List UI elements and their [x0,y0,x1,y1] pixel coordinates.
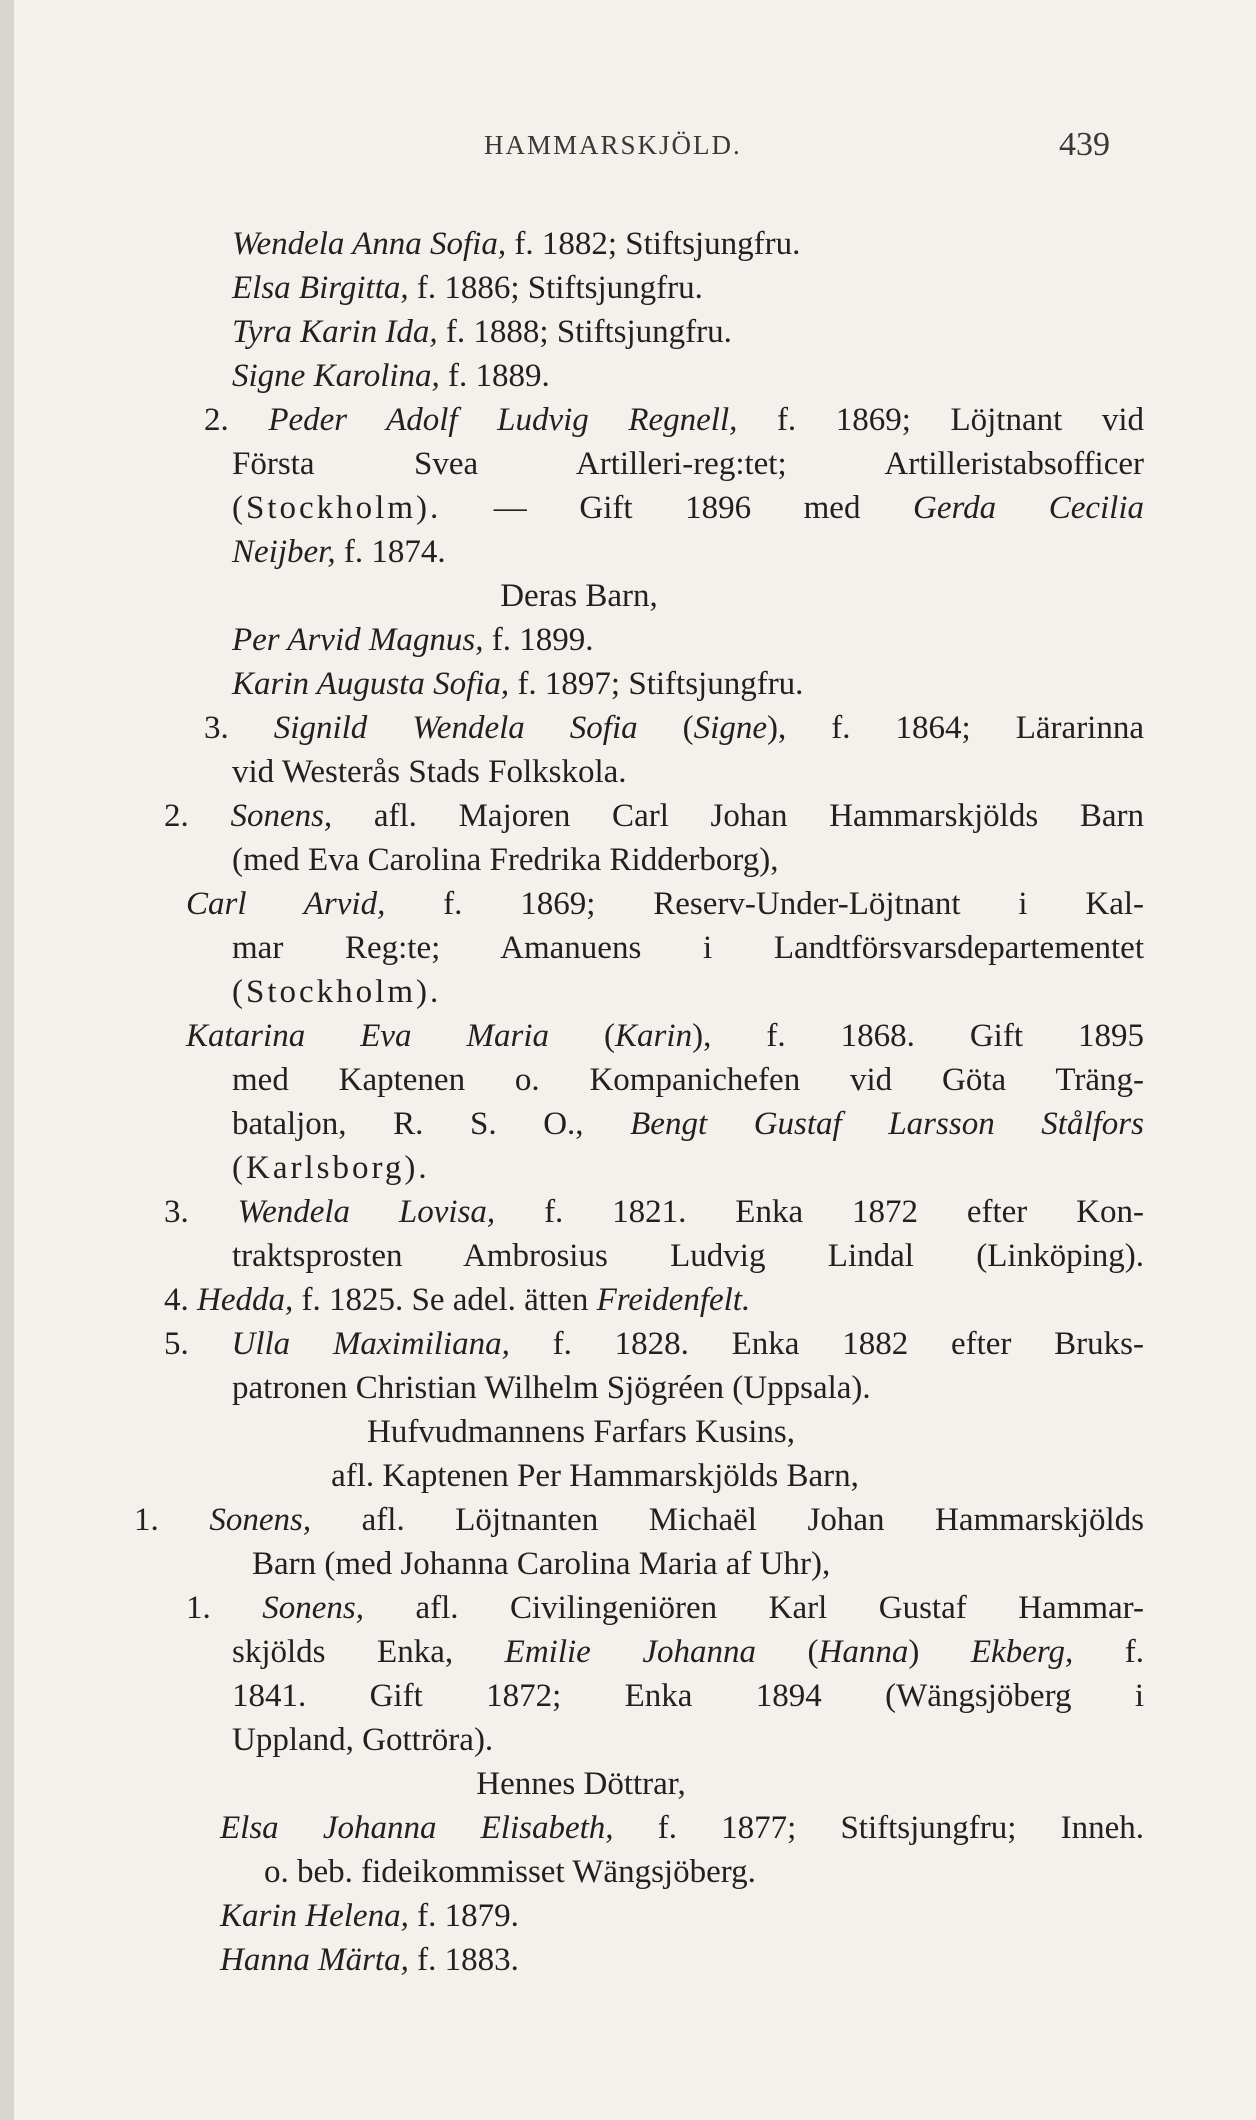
text-segment: 2. [204,402,269,438]
text-line [186,1014,1144,1058]
text-line [232,750,1032,794]
text-line [164,1322,1144,1366]
text-segment: f. [1073,1634,1144,1670]
italic-name-segment: Katarina Eva Maria [186,1018,550,1054]
text-line [232,1146,1032,1190]
text-segment: 1. [186,1590,263,1626]
text-segment: (med Eva Carolina Fredrika Ridderborg), [232,842,779,878]
book-page [14,0,1256,2120]
italic-name-segment: Peder Adolf Ludvig Regnell, [268,402,738,438]
italic-name-segment: Emilie Johanna [504,1634,756,1670]
text-segment: 1841. Gift 1872; Enka 1894 (Wängsjöberg i [232,1678,1144,1714]
text-segment: (Karlsborg). [232,1150,430,1186]
text-line [220,1894,1020,1938]
italic-name-segment: Tyra Karin Ida, [232,314,438,350]
text-line [232,530,1032,574]
page-number: 439 [1059,126,1110,163]
italic-name-segment: Per Arvid Magnus, [232,622,484,658]
text-segment: traktsprosten Ambrosius Ludvig Lindal (Linköping). [232,1238,1144,1274]
running-title: HAMMARSKJÖLD. [484,130,742,160]
text-segment: — Gift 1896 med [441,490,914,526]
text-line [204,706,1144,750]
text-line [232,618,1032,662]
text-segment: f. 1897; Stiftsjungfru. [509,666,804,702]
text-segment: mar Reg:te; Amanuens i Landtförsvarsdepartementet [232,930,1144,966]
text-line [252,1542,1052,1586]
text-segment: ( [637,710,694,746]
text-segment: 3. [204,710,274,746]
italic-name-segment: Signe [693,710,767,746]
italic-name-segment: Karin [615,1018,693,1054]
italic-name-segment: Elsa Johanna Elisabeth, [220,1810,614,1846]
text-segment: f. 1888; Stiftsjungfru. [437,314,732,350]
italic-name-segment: Sonens, [209,1502,312,1538]
text-segment: Första Svea Artilleri-reg:tet; Artilleristabsofficer [232,446,1144,482]
italic-name-segment: Sonens, [262,1590,364,1626]
italic-name-segment: Hanna Märta, [220,1942,409,1978]
text-segment: Deras Barn, [500,578,658,614]
text-line [264,1850,1064,1894]
text-segment: afl. Löjtnanten Michaël Johan Hammarskjölds [311,1502,1144,1538]
text-segment: Hufvudmannens Farfars Kusins, [366,1414,796,1450]
italic-name-segment: Signild Wendela Sofia [273,710,638,746]
text-line [232,442,1144,486]
italic-name-segment: Ulla Maximiliana, [231,1326,510,1362]
text-segment: med Kaptenen o. Kompanichefen vid Göta Träng- [232,1062,1144,1098]
italic-name-segment: Hedda, [197,1282,294,1318]
text-line [232,838,1032,882]
text-line [232,574,926,618]
text-segment: 3. [164,1194,238,1230]
text-segment: patronen Christian Wilhelm Sjögréen (Uppsala). [232,1370,871,1406]
text-line [232,1762,930,1806]
text-line [232,1058,1144,1102]
text-line [134,1498,1144,1542]
text-segment: skjölds Enka, [232,1634,505,1670]
text-line [232,266,1032,310]
italic-name-segment: Karin Augusta Sofia, [232,666,510,702]
text-segment: 4. [164,1282,197,1318]
text-segment: Barn (med Johanna Carolina Maria af Uhr), [252,1546,831,1582]
italic-name-segment: Elsa Birgitta, [232,270,409,306]
text-segment: (Stockholm). [232,490,442,526]
text-segment: ), f. 1864; Lärarinna [767,710,1144,746]
text-line [220,1938,1020,1982]
text-segment: afl. Majoren Carl Johan Hammarskjölds Barn [332,798,1145,834]
text-segment: vid Westerås Stads Folkskola. [232,754,627,790]
text-segment: 1. [134,1502,210,1538]
text-segment: ) [908,1634,971,1670]
text-line [186,882,1144,926]
text-segment: ), f. 1868. Gift 1895 [692,1018,1145,1054]
italic-name-segment: Hanna [818,1634,909,1670]
italic-name-segment: Sonens, [230,798,333,834]
italic-name-segment: Freidenfelt. [596,1282,751,1318]
text-line [232,1674,1144,1718]
text-line [164,1278,964,1322]
italic-name-segment: Signe Karolina, [232,358,440,394]
text-line [232,1234,1144,1278]
italic-name-segment: Neijber, [232,534,336,570]
text-segment: (Stockholm). [232,974,442,1010]
text-segment: 5. [164,1326,232,1362]
text-segment: f. 1889. [439,358,550,394]
text-line [232,222,1032,266]
text-segment: f. 1828. Enka 1882 efter Bruks- [509,1326,1144,1362]
text-segment: f. 1883. [408,1942,519,1978]
text-segment: afl. Civilingeniören Karl Gustaf Hammar- [363,1590,1144,1626]
text-line [232,310,1032,354]
text-line [220,1806,1144,1850]
text-line [186,1586,1144,1630]
italic-name-segment: Gerda Cecilia [913,490,1144,526]
text-line [232,1366,1132,1410]
text-segment: bataljon, R. S. O., [232,1106,631,1142]
text-segment: f. 1899. [483,622,594,658]
italic-name-segment: Bengt Gustaf Larsson Stålfors [630,1106,1144,1142]
text-segment: f. 1879. [408,1898,519,1934]
text-line [232,926,1144,970]
text-segment: f. 1869; Reserv-Under-Löjtnant i Kal- [385,886,1144,922]
text-line [232,1630,1144,1674]
text-segment: f. 1825. Se adel. ätten [293,1282,597,1318]
text-line [232,1410,930,1454]
text-segment: ( [549,1018,616,1054]
text-segment: Hennes Döttrar, [476,1766,686,1802]
text-segment: o. beb. fideikommisset Wängsjöberg. [264,1854,756,1890]
text-line [204,398,1144,442]
text-segment: f. 1821. Enka 1872 efter Kon- [495,1194,1144,1230]
text-line [232,486,1144,530]
text-line [164,794,1144,838]
italic-name-segment: Ekberg, [970,1634,1074,1670]
text-segment: afl. Kaptenen Per Hammarskjölds Barn, [331,1458,859,1494]
text-segment: f. 1877; Stiftsjungfru; Inneh. [613,1810,1144,1846]
text-segment: f. 1886; Stiftsjungfru. [408,270,703,306]
text-segment: f. 1882; Stiftsjungfru. [506,226,801,262]
text-line [232,1718,1032,1762]
text-segment: 2. [164,798,231,834]
text-segment: f. 1869; Löjtnant vid [737,402,1145,438]
text-line [232,354,1032,398]
text-segment: f. 1874. [335,534,446,570]
italic-name-segment: Carl Arvid, [186,886,386,922]
page-header [14,126,1256,170]
text-line [232,1102,1144,1146]
text-segment: ( [755,1634,819,1670]
text-line [232,1454,958,1498]
text-line [164,1190,1144,1234]
text-line [232,970,1032,1014]
italic-name-segment: Wendela Lovisa, [237,1194,496,1230]
text-line [232,662,1032,706]
italic-name-segment: Wendela Anna Sofia, [232,226,507,262]
text-segment: Uppland, Gottröra). [232,1722,494,1758]
italic-name-segment: Karin Helena, [220,1898,409,1934]
